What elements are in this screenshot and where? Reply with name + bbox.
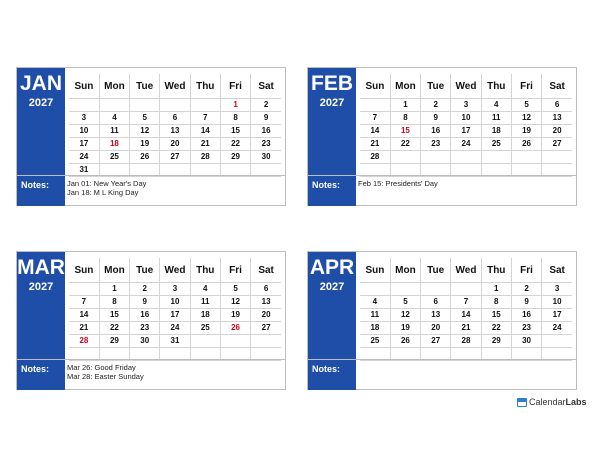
- day-cell: 21: [69, 322, 99, 335]
- day-cell: 25: [481, 138, 511, 151]
- day-cell: 1: [390, 99, 420, 112]
- day-cell: 9: [511, 296, 541, 309]
- note-item: Jan 18: M L King Day: [67, 188, 139, 197]
- day-cell: 12: [220, 296, 250, 309]
- notes-section: [308, 175, 576, 206]
- weekday-label: Mon: [390, 258, 420, 283]
- day-cell: 4: [360, 296, 390, 309]
- day-cell: [451, 151, 481, 164]
- day-cell: 9: [421, 112, 451, 125]
- day-cell: 27: [421, 335, 451, 348]
- day-cell: 21: [190, 138, 220, 151]
- notes-list: [67, 179, 146, 197]
- notes-list: [67, 363, 144, 381]
- brand-name-part1: Calendar: [529, 397, 566, 407]
- weekday-label: Sun: [69, 74, 99, 99]
- weekday-header-row: [360, 74, 572, 99]
- day-cell: [421, 283, 451, 296]
- day-cell: 25: [360, 335, 390, 348]
- month-year: 2027: [319, 281, 345, 293]
- notes-label: Notes:: [308, 176, 356, 206]
- calendar-icon: [517, 398, 527, 407]
- day-cell: 29: [481, 335, 511, 348]
- weekday-label: Sat: [542, 258, 572, 283]
- day-cell: 31: [160, 335, 190, 348]
- day-cell: 24: [451, 138, 481, 151]
- day-cell: 2: [511, 283, 541, 296]
- day-cell: 31: [69, 164, 99, 177]
- weekday-label: Sat: [542, 74, 572, 99]
- day-cell: 22: [220, 138, 250, 151]
- weekday-label: Tue: [421, 258, 451, 283]
- month-march: [16, 251, 286, 390]
- notes-list: [358, 179, 438, 188]
- day-cell: 22: [390, 138, 420, 151]
- day-cell: 20: [251, 309, 281, 322]
- day-cell: 21: [451, 322, 481, 335]
- day-cell: 8: [99, 296, 129, 309]
- day-cell: 9: [130, 296, 160, 309]
- day-cell: [390, 283, 420, 296]
- day-cell: 17: [542, 309, 572, 322]
- day-cell: 13: [421, 309, 451, 322]
- week-row: [69, 309, 281, 322]
- day-cell: 5: [390, 296, 420, 309]
- month-year: 2027: [28, 281, 54, 293]
- weekday-label: Fri: [511, 258, 541, 283]
- day-cell: 5: [220, 283, 250, 296]
- day-cell: 3: [451, 99, 481, 112]
- month-february: [307, 67, 577, 206]
- weekday-label: Sun: [360, 74, 390, 99]
- day-cell: 8: [390, 112, 420, 125]
- day-cell: 3: [542, 283, 572, 296]
- calendar-grid: [360, 258, 572, 361]
- day-cell: 4: [481, 99, 511, 112]
- weekday-label: Wed: [451, 258, 481, 283]
- calendarlabs-logo[interactable]: [517, 397, 587, 407]
- week-row: [69, 125, 281, 138]
- day-cell: 7: [69, 296, 99, 309]
- day-cell: 7: [360, 112, 390, 125]
- day-cell: [542, 335, 572, 348]
- day-cell: [421, 151, 451, 164]
- month-name: JAN: [19, 72, 62, 95]
- weekday-label: Sun: [360, 258, 390, 283]
- week-row: [360, 309, 572, 322]
- day-cell: 27: [542, 138, 572, 151]
- week-row: [69, 335, 281, 348]
- day-cell: 2: [421, 99, 451, 112]
- week-row: [69, 296, 281, 309]
- weekday-label: Sun: [69, 258, 99, 283]
- weekday-label: Thu: [481, 258, 511, 283]
- day-cell: 13: [542, 112, 572, 125]
- weekday-header-row: [69, 74, 281, 99]
- day-cell: 8: [481, 296, 511, 309]
- week-row: [360, 99, 572, 112]
- day-cell: 10: [160, 296, 190, 309]
- day-cell: 16: [511, 309, 541, 322]
- week-row: [360, 296, 572, 309]
- week-row: [360, 283, 572, 296]
- day-cell: 18: [481, 125, 511, 138]
- notes-label: Notes:: [17, 360, 65, 390]
- day-cell: 4: [190, 283, 220, 296]
- weekday-label: Tue: [421, 74, 451, 99]
- day-cell: 14: [190, 125, 220, 138]
- day-cell: 27: [251, 322, 281, 335]
- day-cell: 6: [421, 296, 451, 309]
- day-cell: 11: [360, 309, 390, 322]
- notes-section: [17, 359, 285, 390]
- day-cell: 20: [160, 138, 190, 151]
- day-cell: 26: [390, 335, 420, 348]
- day-cell: [160, 99, 190, 112]
- week-row: [360, 322, 572, 335]
- weekday-header-row: [69, 258, 281, 283]
- weekday-label: Tue: [130, 258, 160, 283]
- day-cell: [542, 151, 572, 164]
- day-cell: [69, 99, 99, 112]
- holiday-day-cell: 18: [99, 138, 129, 151]
- day-cell: 18: [360, 322, 390, 335]
- day-cell: 17: [451, 125, 481, 138]
- day-cell: 20: [421, 322, 451, 335]
- day-cell: [481, 151, 511, 164]
- month-name: FEB: [311, 72, 353, 95]
- day-cell: [69, 283, 99, 296]
- weekday-label: Fri: [220, 258, 250, 283]
- day-cell: [390, 151, 420, 164]
- day-cell: [220, 335, 250, 348]
- day-cell: 19: [511, 125, 541, 138]
- month-header: [308, 68, 356, 175]
- calendar-grid: [69, 74, 281, 177]
- month-name: MAR: [17, 256, 65, 279]
- month-header: [17, 252, 65, 359]
- day-cell: 2: [130, 283, 160, 296]
- day-cell: 11: [99, 125, 129, 138]
- day-cell: 4: [99, 112, 129, 125]
- day-cell: 14: [451, 309, 481, 322]
- month-header: [17, 68, 65, 175]
- day-cell: 7: [451, 296, 481, 309]
- day-cell: 16: [251, 125, 281, 138]
- day-cell: 19: [390, 322, 420, 335]
- day-cell: 28: [451, 335, 481, 348]
- holiday-day-cell: 28: [69, 335, 99, 348]
- month-header: [308, 252, 356, 359]
- day-cell: 18: [190, 309, 220, 322]
- weekday-label: Thu: [481, 74, 511, 99]
- day-cell: 7: [190, 112, 220, 125]
- day-cell: 11: [190, 296, 220, 309]
- day-cell: 1: [99, 283, 129, 296]
- week-row: [69, 151, 281, 164]
- weekday-label: Tue: [130, 74, 160, 99]
- day-cell: [190, 335, 220, 348]
- weekday-label: Fri: [511, 74, 541, 99]
- day-cell: 25: [99, 151, 129, 164]
- month-april: [307, 251, 577, 390]
- day-cell: 15: [481, 309, 511, 322]
- month-name: APR: [309, 256, 355, 279]
- weekday-label: Wed: [451, 74, 481, 99]
- day-cell: 13: [251, 296, 281, 309]
- calendar-grid: [69, 258, 281, 361]
- day-cell: 2: [251, 99, 281, 112]
- day-cell: 14: [69, 309, 99, 322]
- day-cell: 10: [451, 112, 481, 125]
- week-row: [69, 322, 281, 335]
- day-cell: [99, 99, 129, 112]
- notes-label: Notes:: [308, 360, 356, 390]
- day-cell: 22: [481, 322, 511, 335]
- day-cell: 5: [130, 112, 160, 125]
- day-cell: [511, 151, 541, 164]
- day-cell: 16: [421, 125, 451, 138]
- day-cell: 25: [190, 322, 220, 335]
- note-item: Mar 28: Easter Sunday: [67, 372, 144, 381]
- day-cell: 15: [99, 309, 129, 322]
- day-cell: 3: [69, 112, 99, 125]
- notes-section: [17, 175, 285, 206]
- week-row: [69, 112, 281, 125]
- day-cell: 24: [69, 151, 99, 164]
- day-cell: 21: [360, 138, 390, 151]
- note-item: Jan 01: New Year's Day: [67, 179, 147, 188]
- weekday-header-row: [360, 258, 572, 283]
- day-cell: 11: [481, 112, 511, 125]
- day-cell: 9: [251, 112, 281, 125]
- day-cell: 16: [130, 309, 160, 322]
- day-cell: 27: [160, 151, 190, 164]
- day-cell: 29: [220, 151, 250, 164]
- weekday-label: Sat: [251, 74, 281, 99]
- day-cell: 20: [542, 125, 572, 138]
- day-cell: 23: [421, 138, 451, 151]
- brand-name-part2: Labs: [565, 397, 587, 407]
- week-row: [360, 151, 572, 164]
- weekday-label: Fri: [220, 74, 250, 99]
- day-cell: 19: [130, 138, 160, 151]
- notes-label: Notes:: [17, 176, 65, 206]
- holiday-day-cell: 15: [390, 125, 420, 138]
- weekday-label: Sat: [251, 258, 281, 283]
- month-year: 2027: [319, 97, 345, 109]
- weekday-label: Thu: [190, 258, 220, 283]
- week-row: [360, 138, 572, 151]
- day-cell: 3: [160, 283, 190, 296]
- day-cell: [360, 283, 390, 296]
- day-cell: 23: [130, 322, 160, 335]
- day-cell: 26: [130, 151, 160, 164]
- day-cell: 23: [251, 138, 281, 151]
- week-row: [69, 138, 281, 151]
- week-row: [69, 283, 281, 296]
- day-cell: 12: [390, 309, 420, 322]
- weekday-label: Mon: [99, 258, 129, 283]
- day-cell: 15: [220, 125, 250, 138]
- day-cell: 28: [190, 151, 220, 164]
- day-cell: 30: [511, 335, 541, 348]
- weekday-label: Mon: [99, 74, 129, 99]
- day-cell: 19: [220, 309, 250, 322]
- calendar-grid: [360, 74, 572, 177]
- day-cell: [130, 99, 160, 112]
- day-cell: 30: [251, 151, 281, 164]
- day-cell: 1: [481, 283, 511, 296]
- day-cell: 26: [511, 138, 541, 151]
- day-cell: 12: [130, 125, 160, 138]
- day-cell: 29: [99, 335, 129, 348]
- day-cell: 17: [69, 138, 99, 151]
- note-item: Mar 26: Good Friday: [67, 363, 136, 372]
- day-cell: 14: [360, 125, 390, 138]
- day-cell: 28: [360, 151, 390, 164]
- day-cell: 10: [542, 296, 572, 309]
- holiday-day-cell: 1: [220, 99, 250, 112]
- day-cell: [451, 283, 481, 296]
- day-cell: 17: [160, 309, 190, 322]
- day-cell: 23: [511, 322, 541, 335]
- day-cell: [360, 99, 390, 112]
- day-cell: 24: [542, 322, 572, 335]
- day-cell: 6: [160, 112, 190, 125]
- note-item: Feb 15: Presidents' Day: [358, 179, 438, 188]
- day-cell: 12: [511, 112, 541, 125]
- month-january: [16, 67, 286, 206]
- notes-section: [308, 359, 576, 390]
- month-year: 2027: [28, 97, 54, 109]
- week-row: [69, 99, 281, 112]
- day-cell: 6: [542, 99, 572, 112]
- weekday-label: Wed: [160, 258, 190, 283]
- week-row: [360, 112, 572, 125]
- weekday-label: Mon: [390, 74, 420, 99]
- day-cell: 24: [160, 322, 190, 335]
- day-cell: 22: [99, 322, 129, 335]
- day-cell: 5: [511, 99, 541, 112]
- weekday-label: Wed: [160, 74, 190, 99]
- day-cell: 13: [160, 125, 190, 138]
- day-cell: 10: [69, 125, 99, 138]
- week-row: [360, 335, 572, 348]
- day-cell: 30: [130, 335, 160, 348]
- holiday-day-cell: 26: [220, 322, 250, 335]
- day-cell: [251, 335, 281, 348]
- day-cell: 6: [251, 283, 281, 296]
- weekday-label: Thu: [190, 74, 220, 99]
- week-row: [360, 125, 572, 138]
- day-cell: 8: [220, 112, 250, 125]
- day-cell: [190, 99, 220, 112]
